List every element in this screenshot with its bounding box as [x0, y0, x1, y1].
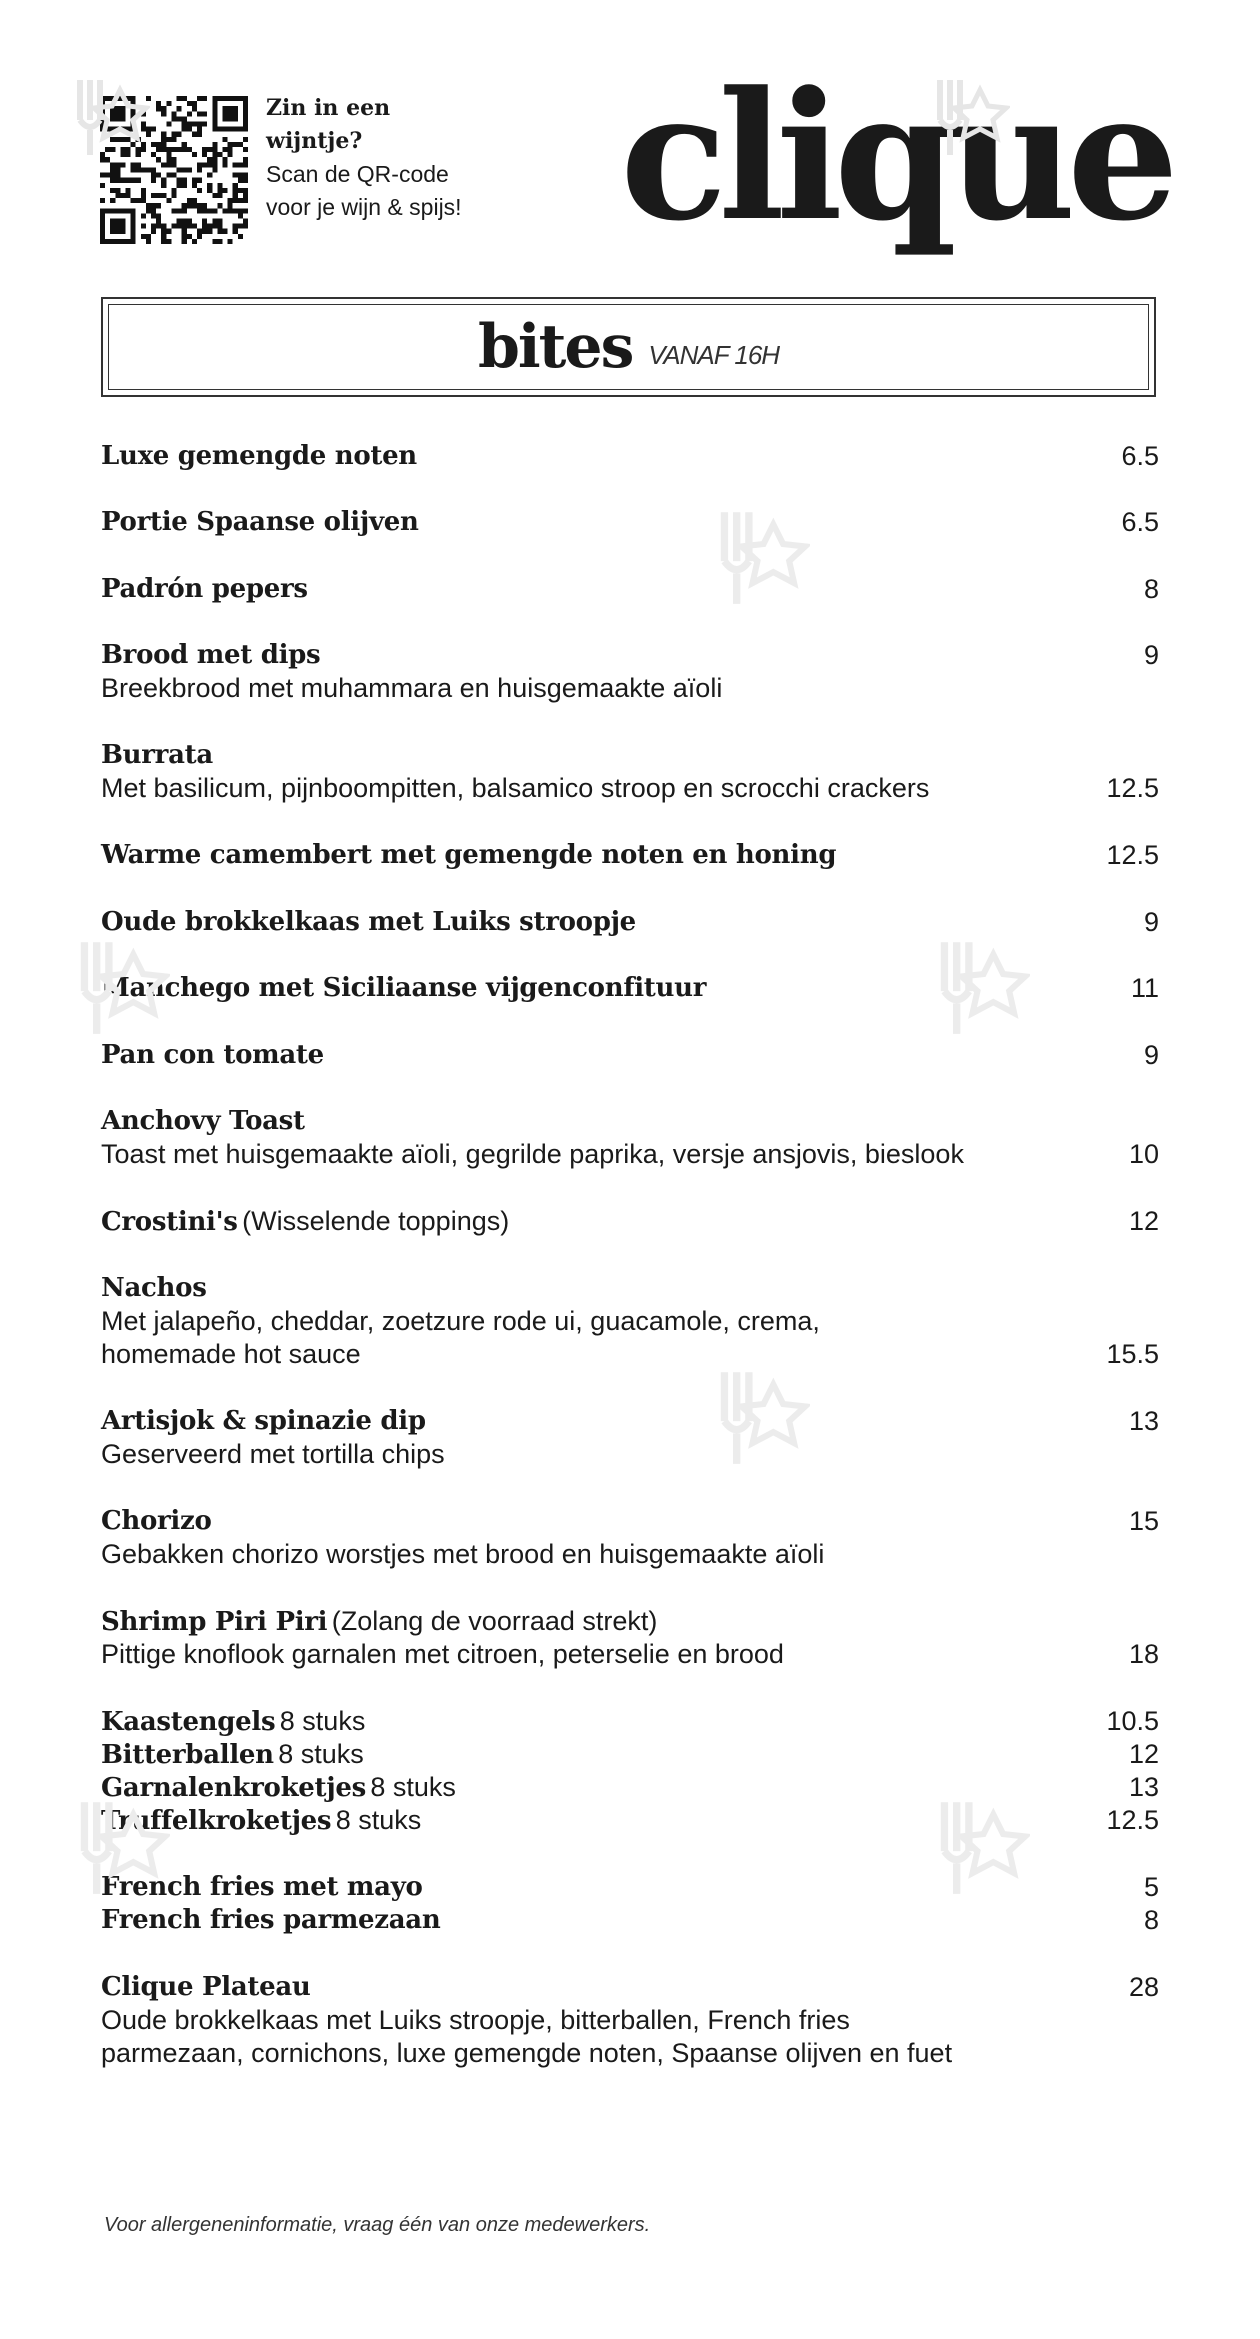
item-name: Manchego met Siciliaanse vijgenconfituur [101, 973, 707, 1003]
item-name: Bitterballen [101, 1740, 274, 1770]
qr-code-icon [100, 96, 248, 244]
menu-item [101, 906, 1159, 939]
item-description: Gebakken chorizo worstjes met brood en huisgemaakte aïoli [101, 1539, 825, 1569]
item-name: Garnalenkroketjes [101, 1773, 366, 1803]
item-note: (Zolang de voorraad strekt) [331, 1606, 658, 1636]
item-name: Pan con tomate [101, 1040, 324, 1070]
item-description-2: parmezaan, cornichons, luxe gemengde noten, Spaanse olijven en fuet [101, 2038, 953, 2068]
item-description: Met jalapeño, cheddar, zoetzure rode ui, guacamole, crema, [101, 1306, 820, 1336]
menu-item [101, 1904, 1159, 1937]
item-name: Burrata [101, 740, 213, 770]
item-name: Portie Spaanse olijven [101, 507, 419, 537]
item-price: 12 [1128, 1739, 1159, 1769]
brand-logo: clique [620, 53, 1170, 260]
item-price: 18 [1128, 1639, 1159, 1669]
item-price: 15 [1128, 1506, 1159, 1536]
menu-item [101, 1705, 1159, 1738]
item-name: French fries parmezaan [101, 1905, 441, 1935]
item-name: Clique Plateau [101, 1972, 311, 2002]
qr-caption-title-2: wijntje? [266, 128, 363, 154]
item-note: 8 stuks [335, 1805, 422, 1835]
item-name: Chorizo [101, 1506, 212, 1536]
menu-item [101, 1605, 1159, 1671]
menu-item [101, 839, 1159, 872]
item-name: Anchovy Toast [101, 1106, 305, 1136]
menu-item [101, 1039, 1159, 1072]
item-price: 6.5 [1121, 441, 1159, 471]
allergen-note: Voor allergeneninformatie, vraag één van onze medewerkers. [104, 2214, 651, 2236]
item-price: 9 [1143, 1040, 1159, 1070]
menu-item [101, 1871, 1159, 1904]
menu-item [101, 1505, 1159, 1571]
item-note: (Wisselende toppings) [242, 1206, 510, 1236]
item-name: Oude brokkelkaas met Luiks stroopje [101, 907, 636, 937]
section-subtitle: VANAF 16H [648, 339, 780, 370]
menu-item [101, 1405, 1159, 1471]
qr-caption-title-1: Zin in een [266, 95, 391, 121]
item-price: 15.5 [1106, 1339, 1159, 1369]
section-title-box [101, 297, 1156, 397]
item-description: Oude brokkelkaas met Luiks stroopje, bitterballen, French fries [101, 2005, 850, 2035]
item-price: 8 [1143, 1905, 1159, 1935]
item-price: 8 [1143, 574, 1159, 604]
item-description: Breekbrood met muhammara en huisgemaakte aïoli [101, 673, 723, 703]
item-price: 5 [1143, 1872, 1159, 1902]
item-price: 10.5 [1106, 1706, 1159, 1736]
qr-caption [266, 92, 526, 224]
menu-item [101, 1771, 1159, 1804]
item-price: 12.5 [1106, 840, 1159, 870]
item-name: Crostini's [101, 1207, 238, 1237]
item-name: Padrón pepers [101, 574, 308, 604]
menu-item [101, 1738, 1159, 1771]
item-name: Truffelkroketjes [101, 1806, 332, 1836]
menu-item [101, 639, 1159, 705]
item-price: 13 [1128, 1406, 1159, 1436]
qr-caption-line-3: Scan de QR-code [266, 161, 449, 187]
menu-item [101, 1272, 1159, 1371]
item-description: Pittige knoflook garnalen met citroen, peterselie en brood [101, 1639, 784, 1669]
item-price: 12.5 [1106, 773, 1159, 803]
menu-item [101, 972, 1159, 1005]
item-price: 9 [1143, 907, 1159, 937]
item-name: Shrimp Piri Piri [101, 1607, 328, 1637]
item-price: 9 [1143, 640, 1159, 670]
menu-item [101, 739, 1159, 805]
item-name: French fries met mayo [101, 1872, 423, 1902]
item-description: Toast met huisgemaakte aïoli, gegrilde paprika, versje ansjovis, bieslook [101, 1139, 964, 1169]
section-title: bites [477, 312, 633, 382]
menu-item [101, 1105, 1159, 1171]
item-price: 12.5 [1106, 1805, 1159, 1835]
item-note: 8 stuks [279, 1706, 366, 1736]
item-price: 11 [1130, 973, 1159, 1003]
menu-item [101, 1205, 1159, 1238]
item-note: 8 stuks [370, 1772, 456, 1802]
item-price: 6.5 [1121, 507, 1159, 537]
qr-caption-line-4: voor je wijn & spijs! [266, 194, 462, 220]
qr-code[interactable] [100, 96, 248, 244]
item-description: Geserveerd met tortilla chips [101, 1439, 445, 1469]
item-name: Luxe gemengde noten [101, 441, 417, 471]
menu-item [101, 1804, 1159, 1837]
item-price: 13 [1128, 1772, 1159, 1802]
item-price: 10 [1128, 1139, 1159, 1169]
menu-item [101, 573, 1159, 606]
item-name: Kaastengels [101, 1707, 276, 1737]
item-description-2: homemade hot sauce [101, 1339, 361, 1369]
item-price: 12 [1128, 1206, 1159, 1236]
item-name: Nachos [101, 1273, 207, 1303]
item-price: 28 [1128, 1972, 1159, 2002]
menu-item [101, 506, 1159, 539]
menu-item [101, 440, 1159, 473]
item-note: 8 stuks [278, 1739, 364, 1769]
menu-item [101, 1971, 1159, 2070]
item-name: Brood met dips [101, 640, 321, 670]
item-name: Warme camembert met gemengde noten en honing [101, 840, 837, 870]
item-name: Artisjok & spinazie dip [101, 1406, 426, 1436]
item-description: Met basilicum, pijnboompitten, balsamico stroop en scrocchi crackers [101, 773, 930, 803]
